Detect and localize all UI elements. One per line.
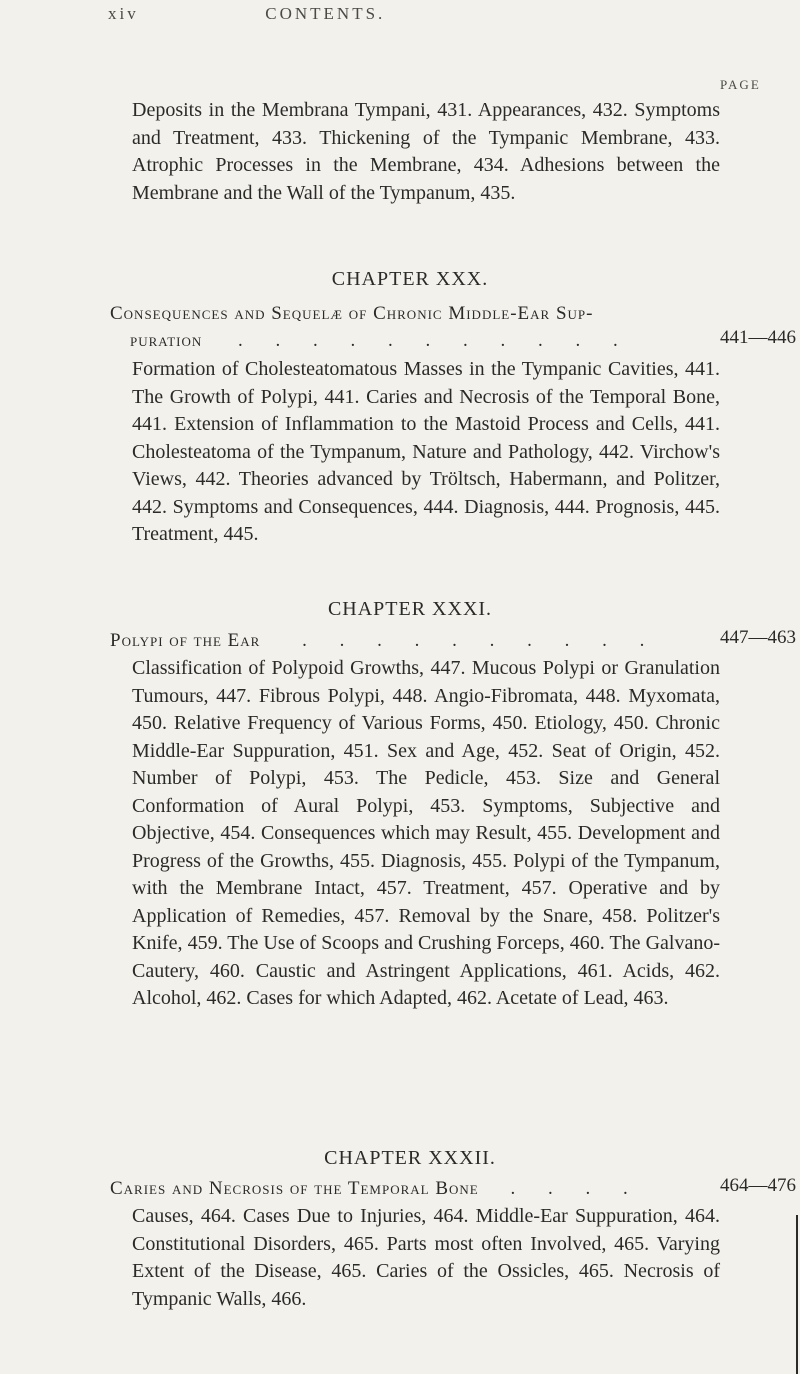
chapter-summary: Classification of Polypoid Growths, 447. Mucous Polypi or Granulation Tumours, 447. Fibrous Polypi, 448. Angio-Fibromata, 448. Myxomata, 450. Relative Frequency of Various Forms, 450. Etiology, 450. Chronic Middle-Ear Suppuration, 451. Sex and Age, 452. Seat of Origin, 452. Number of Polypi, 453. The Pedicle, 453. Size and General Conformation of Aural Polypi, 453. Symptoms, Subjective and Objective, 454. Consequences which may Result, 455. Development and Progress of the Growths, 455. Diagnosis, 455. Polypi of the Tympanum, with the Membrane Intact, 457. Treatment, 457. Operative and by Application of Remedies, 457. Removal by the Snare, 458. Politzer's Knife, 459. The Use of Scoops and Crushing Forceps, 460. The Galvano-Cautery, 460. Caustic and Astringent Applications, 461. Acids, 462. Alcohol, 462. Cases for which Adapted, 462. Acetate of Lead, 463.: [132, 657, 720, 1009]
chapter-title-text: puration: [130, 330, 203, 351]
leader-dots: . . . . . . . . . .: [302, 630, 659, 651]
chapter-title-line: [110, 1175, 642, 1202]
chapter-title-text: Polypi of the Ear: [110, 630, 261, 651]
chapter-summary: Causes, 464. Cases Due to Injuries, 464. Middle-Ear Suppuration, 464. Constitutional Disorders, 465. Parts most often Involved, 465. Varying Extent of the Disease, 465. Caries of the Ossicles, 465. Necrosis of Tympanic Walls, 466.: [132, 1205, 720, 1310]
running-title: CONTENTS.: [265, 4, 386, 23]
page-range: 464—476: [720, 1175, 796, 1196]
continuation-paragraph: Deposits in the Membrana Tympani, 431. Appearances, 432. Symptoms and Treatment, 433. Thickening of the Tympanic Membrane, 433. Atrophic Processes in the Membrane, 434. Adhesions between the Membrane and the Wall of the Tympanum, 435.: [132, 99, 720, 204]
leader-dots: . . . .: [510, 1178, 642, 1199]
page-edge-rule: [796, 1215, 798, 1374]
chapter-title-text: Consequences and Sequelæ of Chronic Middle-Ear Sup-: [110, 303, 594, 324]
chapter-title-line: [130, 327, 632, 354]
page-column-label: PAGE: [720, 77, 761, 92]
chapter-title-text: Caries and Necrosis of the Temporal Bone: [110, 1178, 479, 1199]
running-head: [108, 4, 708, 24]
chapter-heading: CHAPTER XXXI.: [327, 598, 493, 620]
chapter-title-line: [110, 627, 658, 654]
page-range: 447—463: [720, 627, 796, 648]
leader-dots: . . . . . . . . . . .: [238, 330, 632, 351]
page-number: xiv: [108, 4, 139, 23]
chapter-title-line: [110, 300, 593, 327]
chapter-heading: CHAPTER XXX.: [331, 268, 489, 290]
page-range: 441—446: [720, 327, 796, 348]
chapter-heading: CHAPTER XXXII.: [324, 1147, 496, 1169]
chapter-summary: Formation of Cholesteatomatous Masses in the Tympanic Cavities, 441. The Growth of Polypi, 441. Caries and Necrosis of the Temporal Bone, 441. Extension of Inflammation to the Mastoid Process and Cells, 441. Cholesteatoma of the Tympanum, Nature and Pathology, 442. Virchow's Views, 442. Theories advanced by Tröltsch, Habermann, and Politzer, 442. Symptoms and Consequences, 444. Diagnosis, 444. Prognosis, 445. Treatment, 445.: [132, 358, 720, 545]
